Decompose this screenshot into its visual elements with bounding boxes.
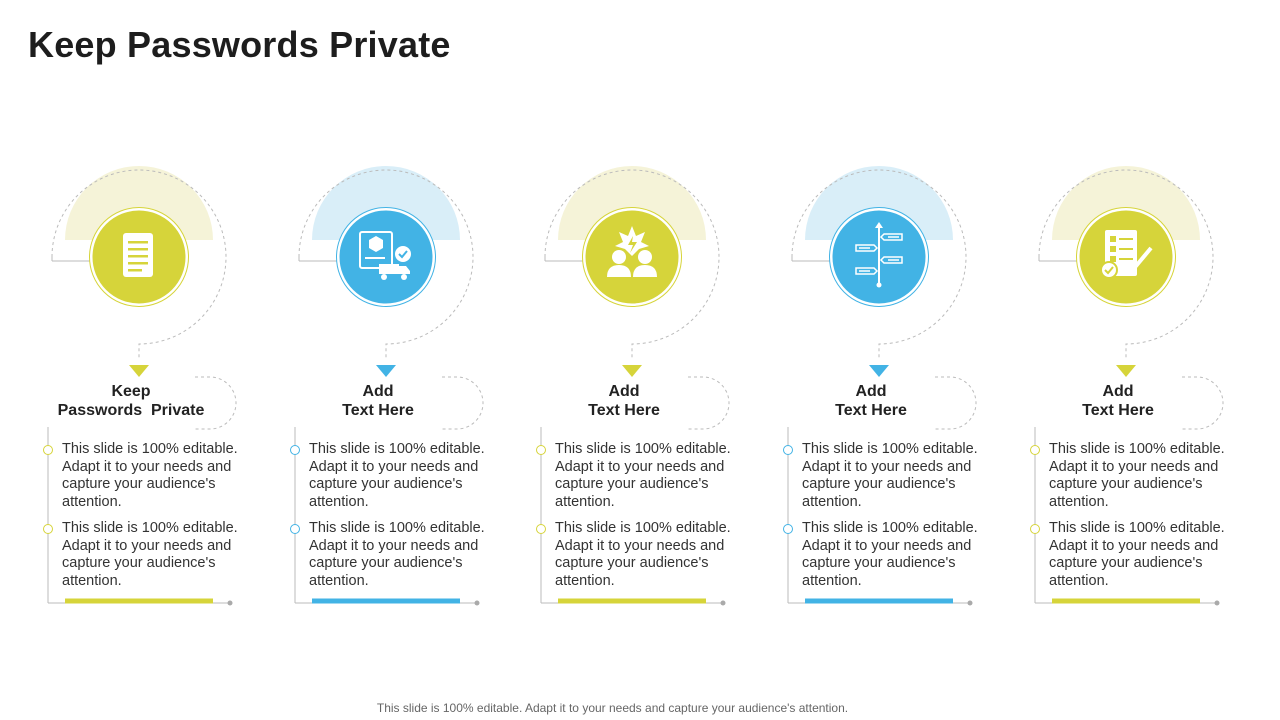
bullet-text: This slide is 100% editable. Adapt it to your needs and capture your audience's attention. (309, 441, 485, 510)
bullet-text: This slide is 100% editable. Adapt it to your needs and capture your audience's attention. (1049, 441, 1225, 510)
document-scroll-icon (123, 233, 153, 277)
bullet-text: This slide is 100% editable. Adapt it to your needs and capture your audience's attention. (1049, 520, 1225, 589)
bullet-text: This slide is 100% editable. Adapt it to your needs and capture your audience's attention. (62, 441, 238, 510)
bullet-text: This slide is 100% editable. Adapt it to your needs and capture your audience's attention. (802, 441, 978, 510)
step-heading: Keep Passwords Private (57, 383, 205, 419)
step-heading: Add Text Here (1082, 383, 1154, 419)
step-heading: Add Text Here (588, 383, 660, 419)
page-title: Keep Passwords Private (28, 24, 451, 65)
bullet-text: This slide is 100% editable. Adapt it to your needs and capture your audience's attention. (62, 520, 238, 589)
step-column-2 (287, 160, 507, 620)
step-column-5 (1027, 160, 1247, 620)
step-heading: Add Text Here (835, 383, 907, 419)
step-heading: Add Text Here (342, 383, 414, 419)
bullet-text: This slide is 100% editable. Adapt it to your needs and capture your audience's attention. (555, 441, 731, 510)
step-column-1 (40, 160, 260, 620)
bullet-text: This slide is 100% editable. Adapt it to your needs and capture your audience's attention. (555, 520, 731, 589)
step-column-3 (533, 160, 753, 620)
bullet-text: This slide is 100% editable. Adapt it to your needs and capture your audience's attention. (309, 520, 485, 589)
footer-note: This slide is 100% editable. Adapt it to your needs and capture your audience's attention. (376, 701, 849, 715)
bullet-text: This slide is 100% editable. Adapt it to your needs and capture your audience's attention. (802, 520, 978, 589)
step-column-4 (780, 160, 1000, 620)
